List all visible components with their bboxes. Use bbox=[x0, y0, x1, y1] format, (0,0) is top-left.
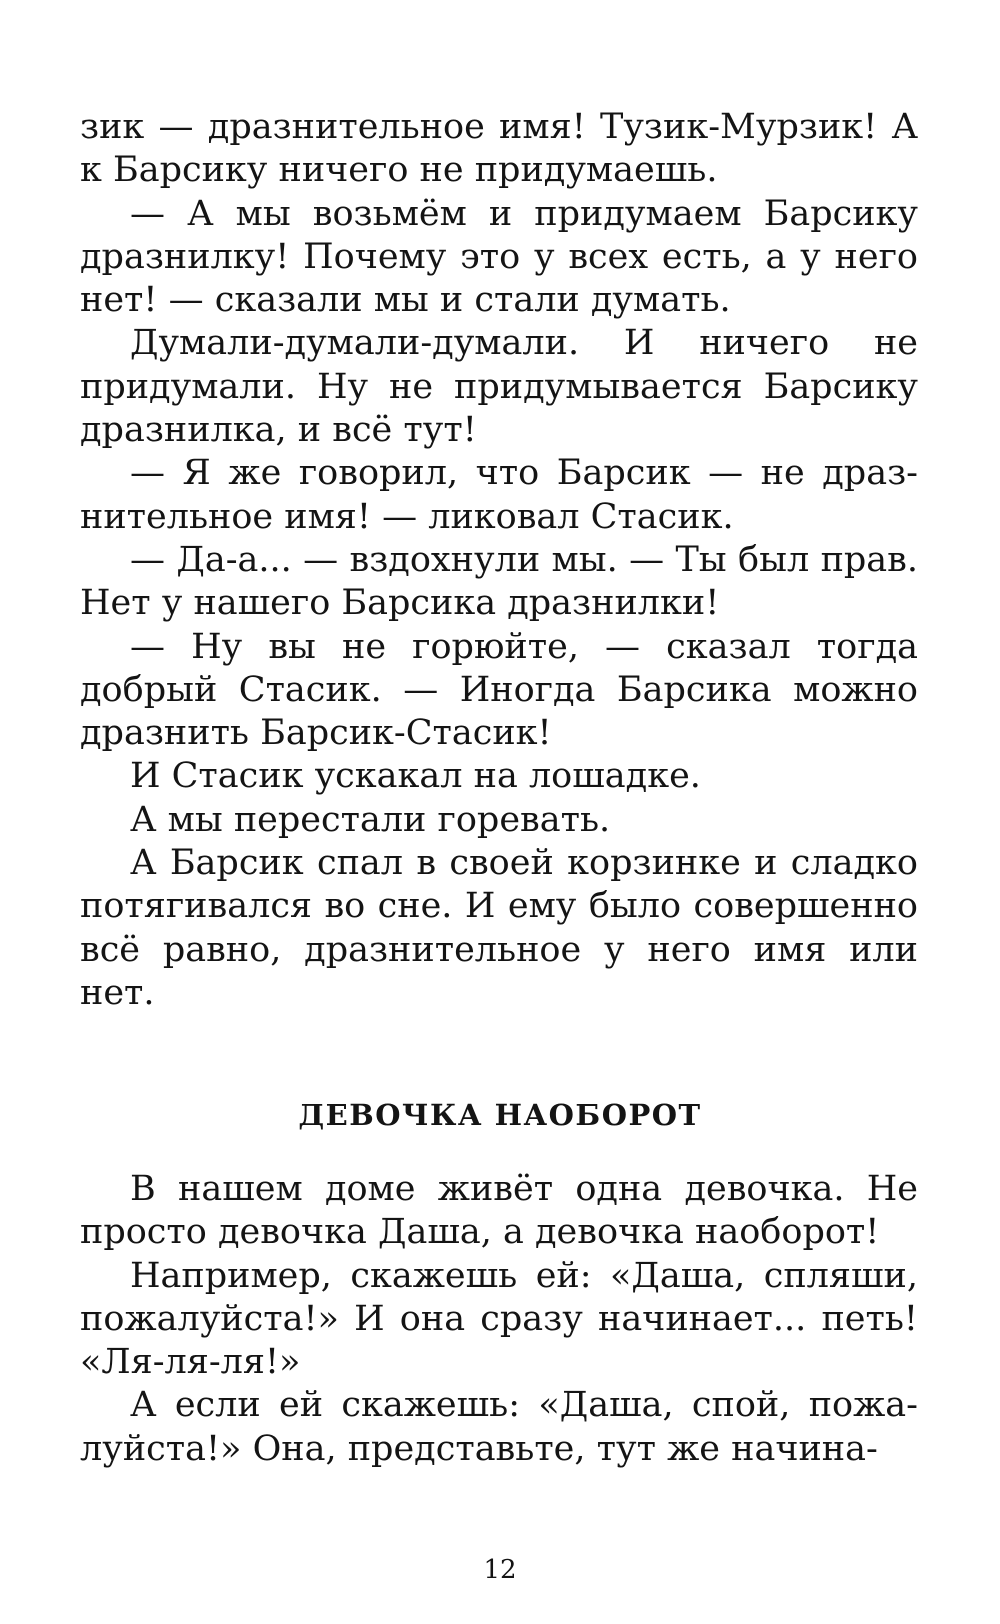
paragraph: зик — дразнительное имя! Тузик-Мурзик! А к Барсику ничего не придумаешь. bbox=[80, 107, 918, 191]
page-number: 12 bbox=[483, 1555, 517, 1585]
story-text-continued bbox=[80, 106, 918, 1015]
paragraph: В нашем доме живёт одна девочка. Не просто девочка Даша, а девочка наоборот! bbox=[80, 1169, 918, 1253]
story-title: ДЕВОЧКА НАОБОРОТ bbox=[298, 1098, 702, 1132]
paragraph: — Ну вы не горюйте, — сказал тогда добрый Стасик. — Иногда Барсика можно дразнить Барсик-Стасик! bbox=[80, 626, 918, 754]
paragraph: А мы перестали горевать. bbox=[130, 799, 611, 840]
paragraph: А Барсик спал в своей корзинке и сладко потягивался во сне. И ему было совершенно всё равно, дразнительное у него имя или нет. bbox=[80, 843, 918, 1013]
paragraph: Думали-думали-думали. И ничего не придумали. Ну не придумывается Барсику дразнилка, и всё тут! bbox=[80, 323, 918, 451]
paragraph: А если ей скажешь: «Даша, спой, пожалуйста!» Она, представьте, тут же начина- bbox=[80, 1385, 918, 1469]
paragraph: — Я же говорил, что Барсик — не дразнительное имя! — ликовал Стасик. bbox=[80, 453, 918, 537]
paragraph: И Стасик ускакал на лошадке. bbox=[130, 756, 701, 797]
paragraph: — Да-а... — вздохнули мы. — Ты был прав. Нет у нашего Барсика дразнилки! bbox=[80, 539, 918, 624]
story-text-new bbox=[80, 1168, 918, 1471]
paragraph: — А мы возьмём и придумаем Барсику дразнилку! Почему это у всех есть, а у него нет! — сказали мы и стали думать. bbox=[80, 193, 918, 321]
paragraph: Например, скажешь ей: «Даша, спляши, пожалуйста!» И она сразу начинает... петь! «Ля-ля-ля!» bbox=[80, 1255, 918, 1383]
